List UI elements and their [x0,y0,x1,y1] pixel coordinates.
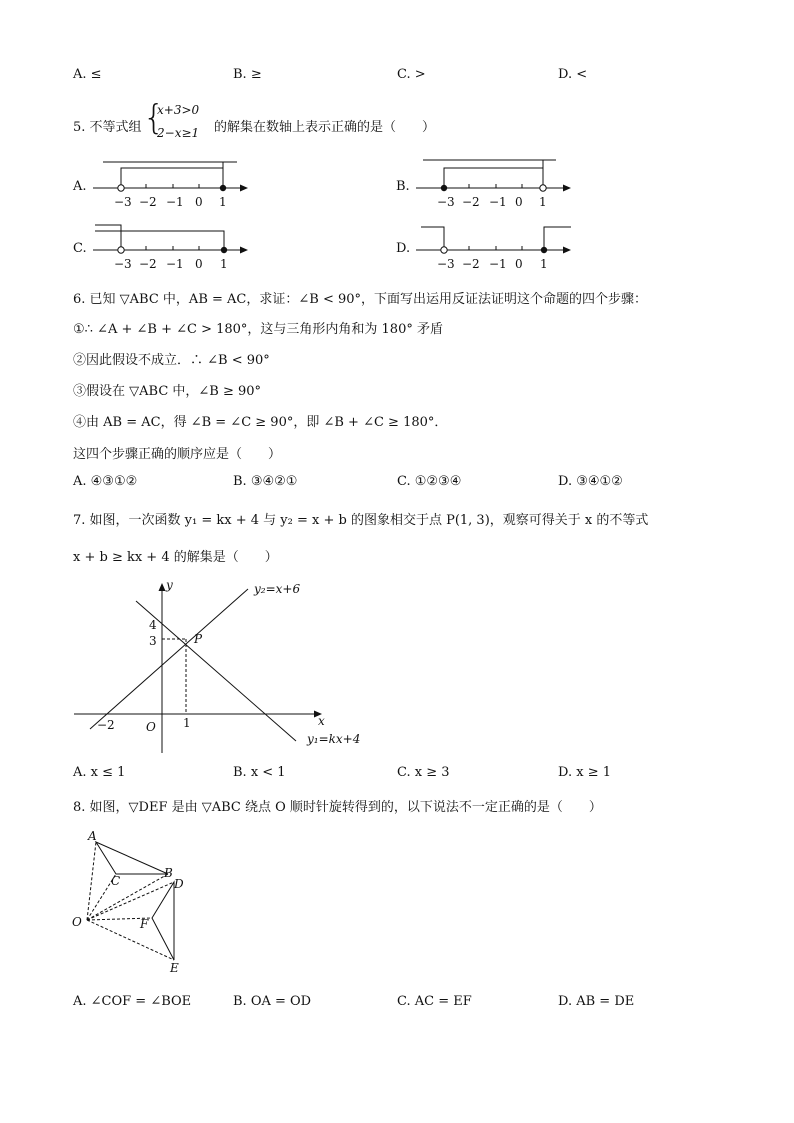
q6-step-4: ④由 AB = AC，得 ∠B = ∠C ≥ 90°，即 ∠B + ∠C ≥ 180°． [73,415,448,430]
q4-option-b: B. ≥ [233,67,262,82]
q8-option-b: B. OA = OD [233,994,312,1009]
x-axis-label: x [318,714,325,728]
q8-figure [66,826,206,981]
q5-label-a: A. [73,179,87,194]
q5-number-line-c [90,212,260,272]
tick-label: 1 [219,195,227,209]
y-axis-label: y [166,578,173,592]
tick-label: 0 [195,195,203,209]
tick-label: 0 [195,257,203,271]
q5-stem-suffix: 的解集在数轴上表示正确的是（ ） [214,120,436,135]
tick-label: 0 [515,195,523,209]
tick-label: −2 [139,257,157,271]
tick-label: −1 [166,195,184,209]
q6-step-2: ②因此假设不成立．∴ ∠B < 90° [73,353,270,368]
line-y2-label: y₂=x+6 [254,582,301,596]
q5-label-c: C. [73,241,87,256]
q7-graph [70,575,370,760]
q6-option-c: C. ①②③④ [397,474,462,489]
q5-inequality-2: 2−x≥1 [157,126,200,140]
q4-option-c: C. > [397,67,426,82]
tick-label: −3 [114,257,132,271]
tick-x-neg2: −2 [97,718,115,732]
tick-x-1: 1 [183,716,191,730]
q6-question: 这四个步骤正确的顺序应是（ ） [73,447,282,462]
tick-label: −3 [114,195,132,209]
tick-label: 1 [539,195,547,209]
point-f-label: F [140,917,149,931]
q7-option-d: D. x ≥ 1 [558,765,611,780]
q5-number-line-a [90,150,260,210]
tick-label: −1 [489,257,507,271]
triangle-abc [96,842,168,874]
q5-number-line-b [413,150,583,210]
tick-label: 0 [515,257,523,271]
line-y2 [90,589,248,729]
point-e-label: E [170,961,179,975]
q8-stem: 8. 如图，▽DEF 是由 ▽ABC 绕点 O 顺时针旋转得到的，以下说法不一定正确的是（ ） [73,800,602,815]
q7-option-c: C. x ≥ 3 [397,765,450,780]
q5-inequality-1: x+3>0 [157,103,200,117]
line-y1-label: y₁=kx+4 [307,732,361,746]
point-p-label: P [194,632,203,646]
q6-step-3: ③假设在 ▽ABC 中，∠B ≥ 90° [73,384,262,399]
origin-label: O [146,720,156,734]
tick-label: −2 [139,195,157,209]
q5-label-d: D. [396,241,411,256]
q6-option-d: D. ③④①② [558,474,623,489]
point-o-label: O [72,915,82,929]
q4-option-d: D. < [558,67,588,82]
tick-label: −1 [166,257,184,271]
tick-label: −1 [489,195,507,209]
tick-y-4: 4 [149,618,157,632]
q6-option-a: A. ④③①② [73,474,138,489]
tick-label: −3 [437,195,455,209]
q8-option-a: A. ∠COF = ∠BOE [73,994,192,1009]
q7-option-a: A. x ≤ 1 [73,765,126,780]
point-c-label: C [111,874,121,888]
q5-number-line-d [413,212,583,272]
tick-label: −2 [462,257,480,271]
tick-label: −2 [462,195,480,209]
q5-brace: { [143,98,165,138]
point-b-label: B [164,866,173,880]
q6-option-b: B. ③④②① [233,474,298,489]
tick-label: 1 [540,257,548,271]
q8-option-c: C. AC = EF [397,994,472,1009]
tick-y-3: 3 [149,634,157,648]
q6-stem: 6. 已知 ▽ABC 中，AB = AC，求证：∠B < 90°，下面写出运用反证法证明这个命题的四个步骤： [73,292,648,307]
q6-step-1: ①∴ ∠A + ∠B + ∠C > 180°，这与三角形内角和为 180° 矛盾 [73,322,443,337]
q5-label-b: B. [396,179,410,194]
q5-stem-prefix: 5. 不等式组 [73,120,142,135]
tick-label: 1 [220,257,228,271]
triangle-def [152,882,174,960]
line-y1 [136,601,296,741]
q7-stem-line-1: 7. 如图，一次函数 y₁ = kx + 4 与 y₂ = x + b 的图象相交于点 P(1, 3)，观察可得关于 x 的不等式 [73,513,649,528]
q7-stem-line-2: x + b ≥ kx + 4 的解集是（ ） [73,550,278,565]
q7-option-b: B. x < 1 [233,765,286,780]
tick-label: −3 [437,257,455,271]
q4-option-a: A. ≤ [73,67,102,82]
q8-option-d: D. AB = DE [558,994,635,1009]
point-d-label: D [174,877,184,891]
y-axis-arrow [159,583,166,591]
point-a-label: A [88,829,97,843]
